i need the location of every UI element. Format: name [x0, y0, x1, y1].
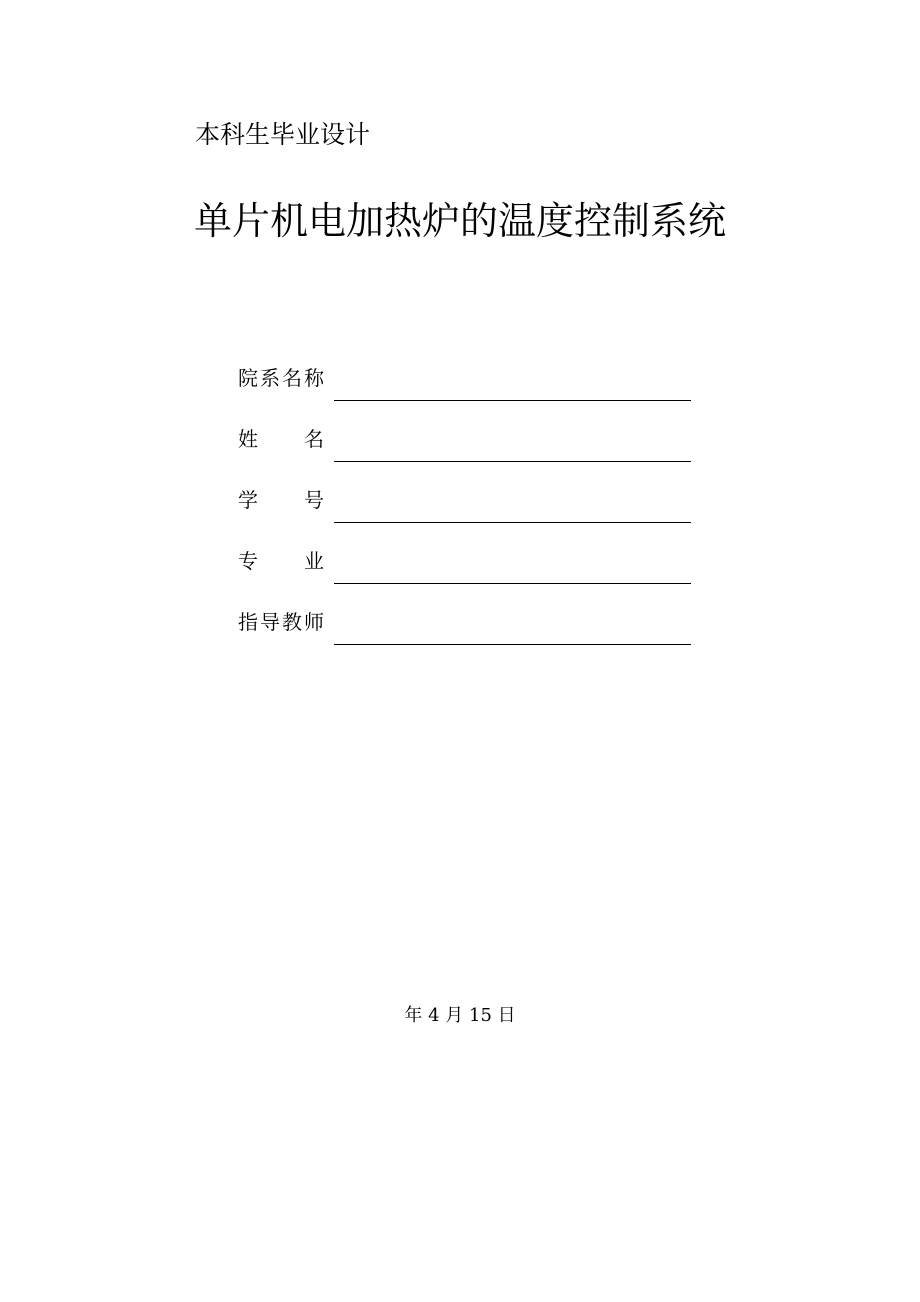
field-label-name: 姓名	[238, 427, 324, 451]
submission-date: 年 4 月 15 日	[404, 1005, 516, 1026]
field-label-advisor: 指导教师	[238, 610, 324, 634]
field-name	[238, 423, 698, 484]
field-advisor	[238, 606, 698, 667]
field-line-advisor	[334, 644, 691, 645]
cover-info-form	[238, 362, 698, 667]
field-label-department: 院系名称	[238, 366, 324, 390]
field-line-department	[334, 400, 691, 401]
field-department	[238, 362, 698, 423]
document-type-label: 本科生毕业设计	[195, 120, 371, 149]
field-line-student-id	[334, 522, 691, 523]
field-major	[238, 545, 698, 606]
field-line-name	[334, 461, 691, 462]
field-student-id	[238, 484, 698, 545]
thesis-title: 单片机电加热炉的温度控制系统	[193, 199, 726, 243]
field-line-major	[334, 583, 691, 584]
field-label-student-id: 学号	[238, 488, 324, 512]
field-label-major: 专业	[238, 549, 324, 573]
